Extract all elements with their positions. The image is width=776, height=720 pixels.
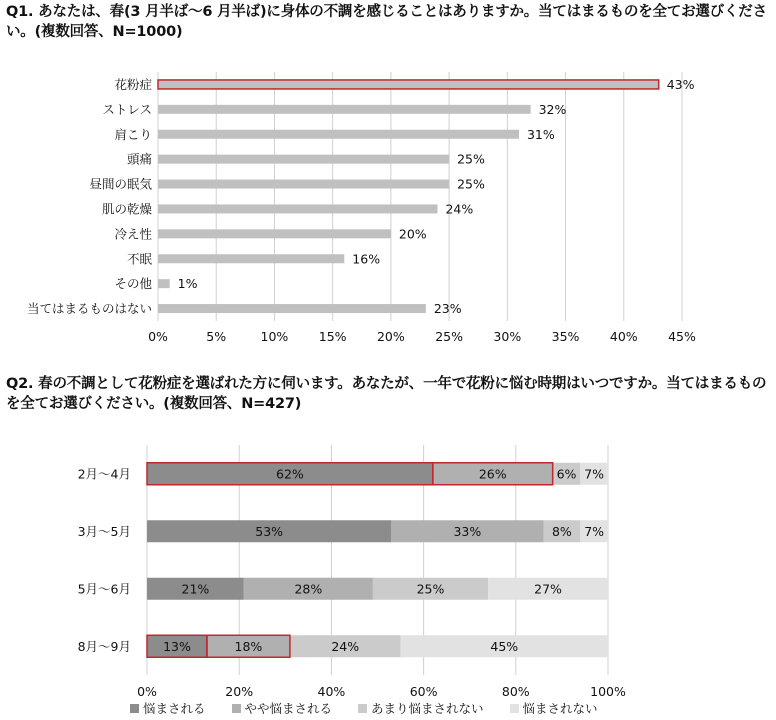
q2-legend [130,699,598,717]
data-label: 23% [433,301,462,317]
data-label: 7% [584,523,605,539]
data-label: 24% [331,638,360,654]
q2-title: Q2. 春の不調として花粉症を選ばれた方に伺います。あなたが、一年で花粉に悩む時期はいつですか。当てはまるものを全てお選びください。(複数回答、N=427) [6,376,767,412]
data-label: 33% [453,523,482,539]
x-tick-label: 0% [137,684,157,699]
bar [158,105,531,114]
x-tick-label: 40% [317,684,346,699]
data-label: 7% [584,466,605,482]
x-tick-label: 35% [551,329,580,344]
data-label: 25% [457,151,485,167]
data-label: 13% [163,638,191,654]
bar [158,254,344,263]
category-label: 肌の乾燥 [101,201,152,217]
category-label: 3月～5月 [77,523,131,539]
data-label: 20% [398,226,427,242]
x-tick-label: 80% [501,684,530,699]
q2-stacked-bar-chart [0,430,776,699]
legend-label: 悩まされる [143,701,206,716]
data-label: 26% [478,466,507,482]
x-tick-label: 60% [409,684,438,699]
legend-item [358,699,484,717]
data-label: 24% [445,201,474,217]
data-label: 53% [255,523,284,539]
data-label: 25% [457,176,485,192]
category-label: 5月～6月 [77,581,131,597]
data-label: 16% [352,251,381,267]
bar [158,80,659,89]
legend-item [232,699,333,717]
category-label: 8月～9月 [77,638,131,654]
legend-swatch [232,704,241,713]
legend-swatch [130,704,139,713]
legend-label: 悩まされない [522,701,598,716]
x-tick-label: 25% [435,329,464,344]
x-tick-label: 15% [318,329,347,344]
data-label: 28% [294,581,323,597]
data-label: 25% [416,581,445,597]
bar [158,304,426,313]
x-tick-label: 100% [590,684,626,699]
x-tick-label: 40% [609,329,638,344]
data-label: 62% [276,466,304,482]
x-tick-label: 5% [206,329,227,344]
data-label: 8% [551,523,572,539]
legend-item [130,699,206,717]
data-label: 27% [534,581,562,597]
x-tick-label: 0% [148,329,168,344]
x-tick-label: 10% [260,329,289,344]
category-label: 不眠 [126,251,152,267]
data-label: 31% [526,126,555,142]
legend-swatch [358,704,367,713]
bar [158,155,449,164]
data-label: 45% [490,638,519,654]
x-tick-label: 45% [668,329,696,344]
x-tick-label: 30% [493,329,522,344]
data-label: 6% [556,466,577,482]
bar [158,204,437,213]
q1-title: Q1. あなたは、春(3 月半ば～6 月半ば)に身体の不調を感じることはありますか。当てはまるものを全てお選びください。(複数回答、N=1000) [6,4,767,40]
bar [158,229,391,238]
legend-label: やや悩まされる [244,701,333,716]
x-tick-label: 20% [225,684,254,699]
data-label: 1% [177,276,198,292]
category-label: その他 [114,276,152,292]
bar [158,130,519,139]
q1-bar-chart [0,60,776,360]
category-label: 昼間の眠気 [89,176,152,192]
bar [158,180,449,189]
x-tick-label: 20% [376,329,405,344]
category-label: ストレス [102,101,152,117]
bar [158,279,170,288]
category-label: 当てはまるものはない [26,301,152,317]
legend-label: あまり悩まされない [371,701,484,716]
legend-item [510,699,598,717]
category-label: 肩こり [114,126,152,142]
data-label: 43% [666,76,695,92]
category-label: 花粉症 [114,76,152,92]
data-label: 21% [181,581,210,597]
category-label: 冷え性 [114,226,152,242]
legend-swatch [510,704,519,713]
data-label: 18% [234,638,263,654]
category-label: 2月～4月 [77,466,131,482]
data-label: 32% [538,101,567,117]
category-label: 頭痛 [126,151,152,167]
